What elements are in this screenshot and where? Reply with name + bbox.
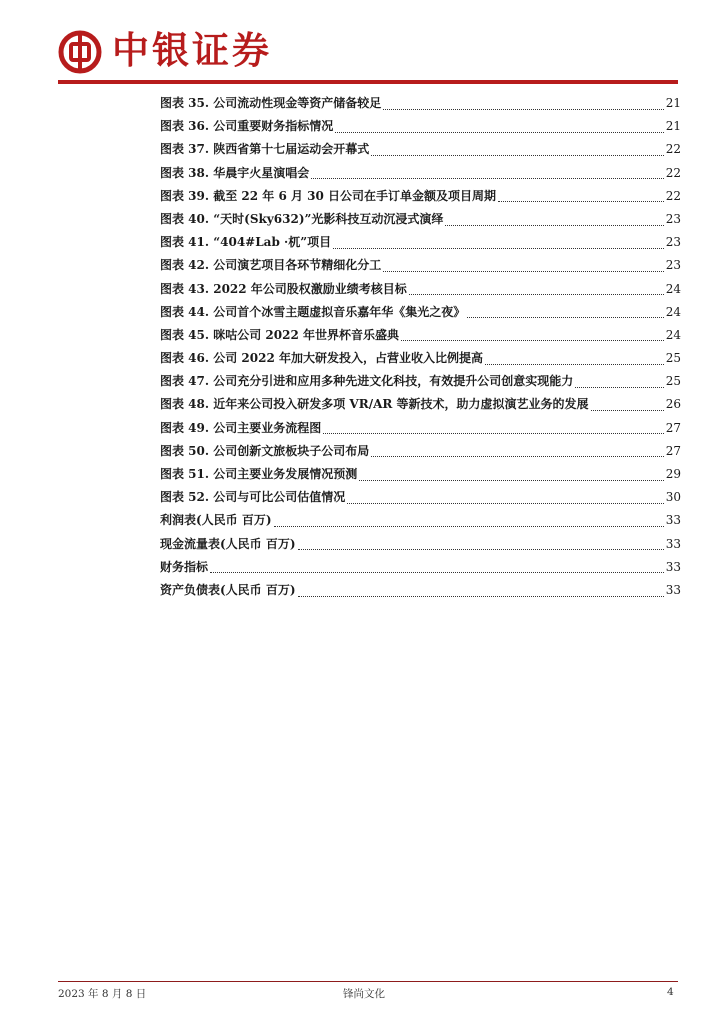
toc-leader-dots bbox=[359, 479, 663, 481]
toc-entry-label: 图表 36. 公司重要财务指标情况 bbox=[160, 119, 334, 134]
toc-entry-page: 30 bbox=[665, 490, 681, 505]
bank-of-china-logo-icon bbox=[58, 30, 102, 74]
toc-entry-label: 图表 40. “天时(Sky632)”光影科技互动沉浸式演绎 bbox=[160, 211, 444, 226]
page-number: 4 bbox=[667, 986, 674, 998]
toc-entry-page: 23 bbox=[665, 211, 681, 226]
toc-entry-label: 图表 38. 华晨宇火星演唱会 bbox=[160, 165, 310, 180]
toc-entry[interactable] bbox=[160, 393, 681, 416]
toc-entry-label: 图表 45. 咪咕公司 2022 年世界杯音乐盛典 bbox=[160, 327, 399, 342]
toc-entry-label: 图表 49. 公司主要业务流程图 bbox=[160, 420, 322, 435]
toc-entry-page: 29 bbox=[665, 467, 681, 481]
toc-leader-dots bbox=[311, 177, 663, 179]
footer-divider bbox=[58, 981, 678, 982]
toc-entry-page: 33 bbox=[665, 513, 681, 528]
toc-entry-label: 图表 48. 近年来公司投入研发多项 VR/AR 等新技术，助力虚拟演艺业务的发展 bbox=[160, 397, 589, 412]
toc-entry-page: 24 bbox=[665, 327, 681, 342]
toc-entry-label: 图表 44. 公司首个冰雪主题虚拟音乐嘉年华《集光之夜》 bbox=[160, 304, 466, 319]
toc-entry[interactable] bbox=[160, 440, 681, 463]
toc-entry-label: 财务指标 bbox=[160, 559, 209, 574]
toc-entry-label: 图表 39. 截至 22 年 6 月 30 日公司在手订单金额及项目周期 bbox=[160, 188, 497, 203]
toc-leader-dots bbox=[298, 548, 664, 550]
toc-entry-page: 26 bbox=[665, 397, 681, 412]
toc-leader-dots bbox=[335, 131, 663, 133]
toc-entry-page: 23 bbox=[665, 235, 681, 250]
toc-leader-dots bbox=[591, 409, 664, 411]
toc-entry-page: 21 bbox=[665, 119, 681, 134]
toc-entry[interactable] bbox=[160, 92, 681, 115]
toc-entry-label: 图表 46. 公司 2022 年加大研发投入，占营业收入比例提高 bbox=[160, 351, 483, 366]
toc-entry[interactable] bbox=[160, 231, 681, 254]
toc-entry[interactable] bbox=[160, 324, 681, 347]
toc-entry-page: 22 bbox=[665, 188, 681, 203]
toc-entry-label: 利润表(人民币 百万) bbox=[160, 513, 272, 528]
toc-leader-dots bbox=[371, 455, 663, 457]
page-header bbox=[0, 0, 724, 84]
toc-entry-page: 24 bbox=[665, 281, 681, 296]
table-of-contents bbox=[160, 92, 681, 602]
toc-leader-dots bbox=[401, 339, 664, 341]
toc-entry[interactable] bbox=[160, 509, 681, 532]
toc-entry-label: 图表 43. 2022 年公司股权激励业绩考核目标 bbox=[160, 281, 407, 296]
toc-entry-page: 27 bbox=[665, 443, 681, 458]
toc-entry[interactable] bbox=[160, 463, 681, 486]
toc-entry-label: 图表 47. 公司充分引进和应用多种先进文化科技，有效提升公司创意实现能力 bbox=[160, 374, 574, 389]
toc-leader-dots bbox=[383, 108, 663, 110]
toc-entry-page: 23 bbox=[665, 258, 681, 273]
toc-entry-page: 33 bbox=[665, 582, 681, 597]
toc-entry-page: 24 bbox=[665, 304, 681, 319]
brand-name: 中银证券 bbox=[112, 29, 272, 72]
toc-entry[interactable] bbox=[160, 579, 681, 602]
toc-entry[interactable] bbox=[160, 417, 681, 440]
header-divider bbox=[58, 80, 678, 84]
toc-entry-page: 25 bbox=[665, 374, 681, 389]
toc-leader-dots bbox=[409, 293, 664, 295]
toc-entry-label: 图表 35. 公司流动性现金等资产储备较足 bbox=[160, 96, 382, 110]
company-name: 锋尚文化 bbox=[343, 988, 385, 1000]
toc-leader-dots bbox=[467, 316, 663, 318]
toc-entry[interactable] bbox=[160, 162, 681, 185]
toc-leader-dots bbox=[298, 595, 664, 597]
toc-entry[interactable] bbox=[160, 533, 681, 556]
toc-entry[interactable] bbox=[160, 301, 681, 324]
toc-leader-dots bbox=[575, 386, 663, 388]
toc-entry[interactable] bbox=[160, 486, 681, 509]
toc-leader-dots bbox=[333, 247, 664, 249]
toc-entry[interactable] bbox=[160, 185, 681, 208]
toc-entry[interactable] bbox=[160, 370, 681, 393]
toc-entry-page: 27 bbox=[665, 420, 681, 435]
toc-entry[interactable] bbox=[160, 208, 681, 231]
toc-entry-page: 33 bbox=[665, 536, 681, 551]
toc-leader-dots bbox=[498, 200, 664, 202]
toc-leader-dots bbox=[210, 571, 664, 573]
toc-entry[interactable] bbox=[160, 138, 681, 161]
toc-entry[interactable] bbox=[160, 556, 681, 579]
toc-entry-page: 25 bbox=[665, 351, 681, 366]
toc-leader-dots bbox=[383, 270, 663, 272]
toc-entry-label: 图表 51. 公司主要业务发展情况预测 bbox=[160, 467, 358, 481]
toc-entry[interactable] bbox=[160, 278, 681, 301]
toc-entry-label: 图表 37. 陕西省第十七届运动会开幕式 bbox=[160, 142, 370, 157]
toc-leader-dots bbox=[274, 525, 664, 527]
toc-entry[interactable] bbox=[160, 115, 681, 138]
toc-entry-label: 图表 50. 公司创新文旅板块子公司布局 bbox=[160, 443, 370, 458]
toc-entry-page: 22 bbox=[665, 165, 681, 180]
toc-entry-page: 21 bbox=[665, 96, 681, 110]
toc-leader-dots bbox=[371, 154, 663, 156]
toc-leader-dots bbox=[445, 224, 663, 226]
toc-entry-label: 资产负债表(人民币 百万) bbox=[160, 582, 296, 597]
toc-entry-label: 图表 42. 公司演艺项目各环节精细化分工 bbox=[160, 258, 382, 273]
toc-entry-page: 22 bbox=[665, 142, 681, 157]
toc-entry[interactable] bbox=[160, 347, 681, 370]
toc-entry-label: 图表 52. 公司与可比公司估值情况 bbox=[160, 490, 346, 505]
toc-entry-label: 图表 41. “404#Lab ·杌”项目 bbox=[160, 235, 332, 250]
report-date: 2023 年 8 月 8 日 bbox=[58, 988, 147, 1000]
toc-leader-dots bbox=[347, 502, 663, 504]
toc-entry[interactable] bbox=[160, 254, 681, 277]
toc-entry-label: 现金流量表(人民币 百万) bbox=[160, 536, 296, 551]
toc-leader-dots bbox=[323, 432, 663, 434]
toc-leader-dots bbox=[485, 363, 664, 365]
toc-entry-page: 33 bbox=[665, 559, 681, 574]
